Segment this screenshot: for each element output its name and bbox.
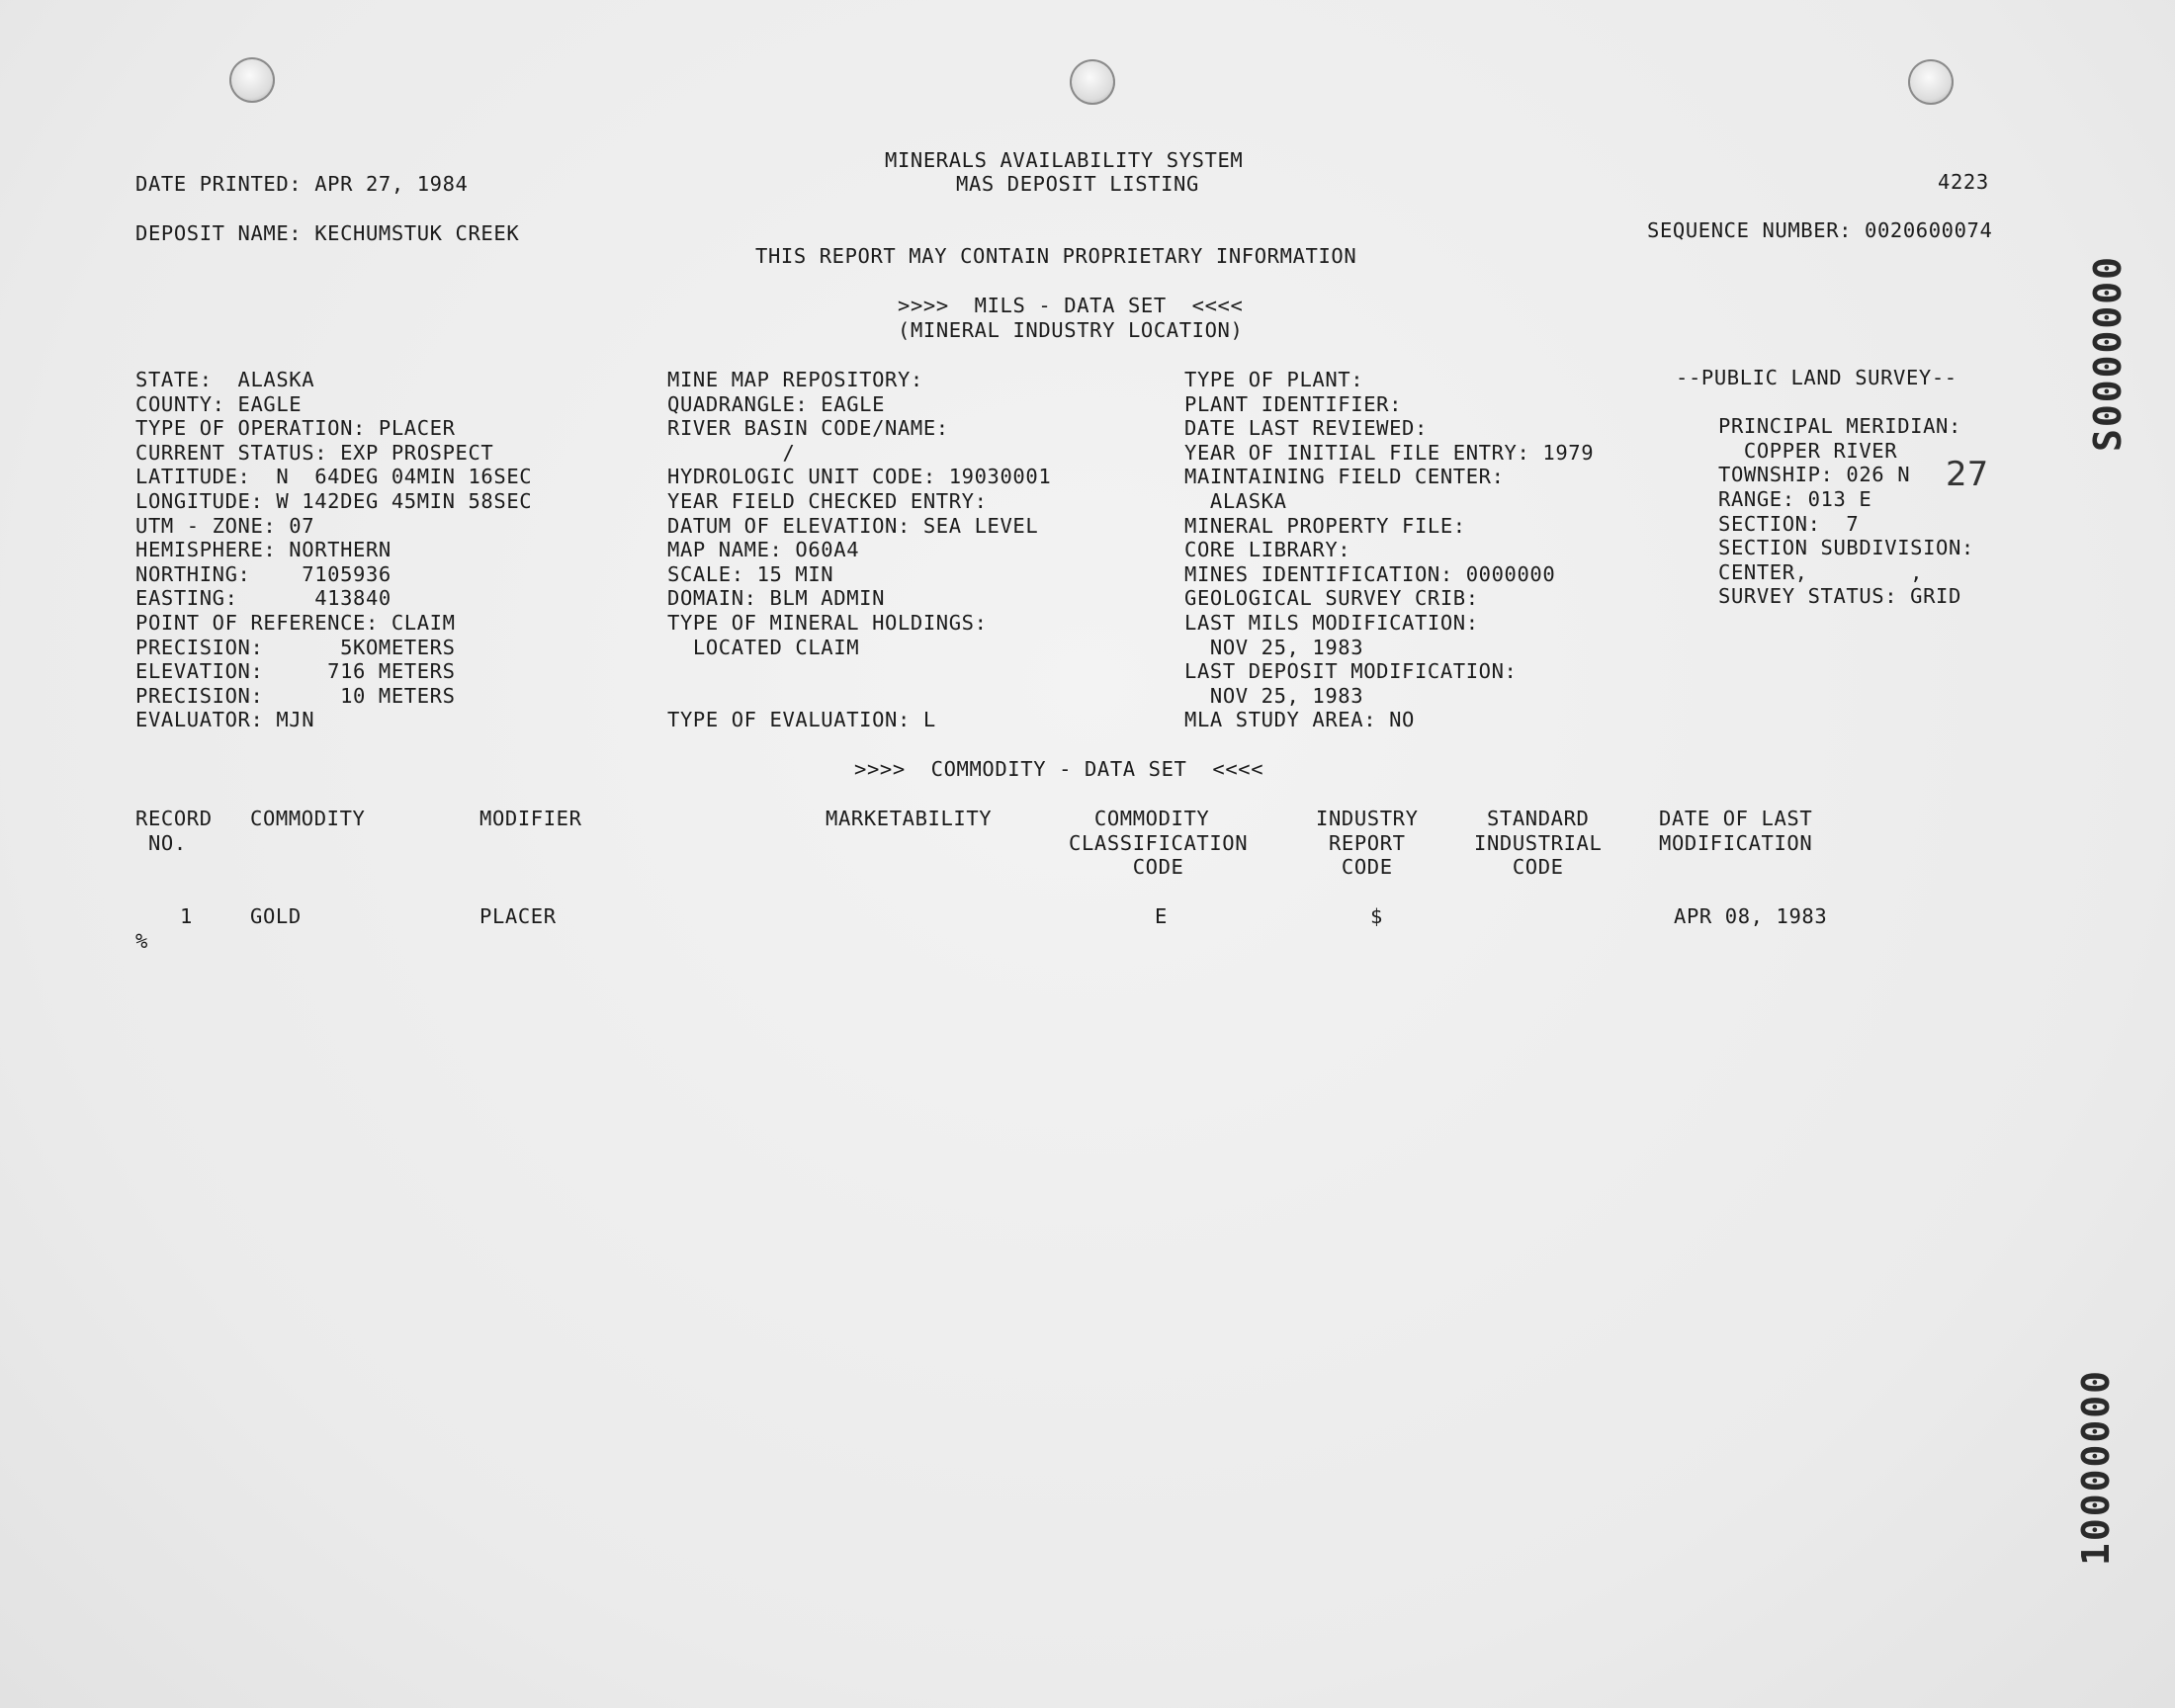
header-marketability-line: MARKETABILITY <box>826 807 993 830</box>
last-mils-modification-date: NOV 25, 1983 <box>1184 635 1364 659</box>
elevation-line: ELEVATION: 716 METERS <box>135 659 456 684</box>
mla-study-area-line: MLA STUDY AREA: NO <box>1184 708 1415 732</box>
initial-file-entry-line: YEAR OF INITIAL FILE ENTRY: 1979 <box>1184 440 1595 465</box>
survey-status-line: SURVEY STATUS: GRID <box>1718 584 1961 609</box>
sequence-number: SEQUENCE NUMBER: 0020600074 <box>1647 218 1993 242</box>
hydrologic-unit-line: HYDROLOGIC UNIT CODE: 19030001 <box>667 465 1052 489</box>
header-commodity-line: COMMODITY <box>250 807 366 830</box>
last-deposit-modification-date: NOV 25, 1983 <box>1184 683 1364 708</box>
current-status-line: CURRENT STATUS: EXP PROSPECT <box>135 440 494 465</box>
header-industry-line: REPORT <box>1316 830 1406 855</box>
header-industry-line: INDUSTRY <box>1316 807 1419 830</box>
range-line: RANGE: 013 E <box>1718 486 1872 511</box>
header-classification-line: CLASSIFICATION <box>1069 830 1249 855</box>
header-record <box>135 807 213 855</box>
header-date-line: MODIFICATION <box>1659 830 1813 855</box>
elevation-precision-line: PRECISION: 10 METERS <box>135 683 456 708</box>
header-industry <box>1316 807 1419 880</box>
mils-column-map <box>667 368 1051 732</box>
last-deposit-modification-line: LAST DEPOSIT MODIFICATION: <box>1184 659 1518 684</box>
header-date <box>1659 807 1812 855</box>
domain-line: DOMAIN: BLM ADMIN <box>667 586 886 611</box>
public-land-survey <box>1676 366 1974 609</box>
field-center-line: MAINTAINING FIELD CENTER: <box>1184 465 1505 489</box>
mines-identification-line: MINES IDENTIFICATION: 0000000 <box>1184 561 1556 586</box>
end-marker: % <box>135 929 148 953</box>
row-commodity: GOLD <box>250 904 302 928</box>
row-modifier: PLACER <box>479 904 557 928</box>
latitude-line: LATITUDE: N 64DEG 04MIN 16SEC <box>135 465 533 489</box>
header-marketability <box>826 807 992 831</box>
system-title: MINERALS AVAILABILITY SYSTEM <box>885 148 1244 172</box>
header-classification-line: COMMODITY <box>1069 807 1210 830</box>
evaluation-type-line: TYPE OF EVALUATION: L <box>667 708 936 732</box>
blank-line <box>667 684 1051 709</box>
header-modifier-line: MODIFIER <box>479 807 582 830</box>
plant-identifier-line: PLANT IDENTIFIER: <box>1184 391 1403 416</box>
listing-title: MAS DEPOSIT LISTING <box>956 172 1199 196</box>
proprietary-notice: THIS REPORT MAY CONTAIN PROPRIETARY INFORMATION <box>755 244 1357 268</box>
date-printed: DATE PRINTED: APR 27, 1984 <box>135 172 469 196</box>
mineral-property-file-line: MINERAL PROPERTY FILE: <box>1184 513 1466 538</box>
header-record-line: NO. <box>135 830 187 855</box>
margin-stamp-top: S0000000 <box>2086 255 2130 453</box>
row-classification: E <box>1155 904 1168 928</box>
row-record: 1 <box>180 904 193 928</box>
county-line: COUNTY: EAGLE <box>135 391 303 416</box>
mineral-holdings-line: TYPE OF MINERAL HOLDINGS: <box>667 610 988 635</box>
header-modifier <box>479 807 582 831</box>
deposit-name: DEPOSIT NAME: KECHUMSTUK CREEK <box>135 221 520 245</box>
year-field-checked-line: YEAR FIELD CHECKED ENTRY: <box>667 488 988 513</box>
meridian-value-line: COPPER RIVER <box>1718 438 1898 463</box>
section-subdivision-value: CENTER, , <box>1718 559 1924 584</box>
point-of-reference-line: POINT OF REFERENCE: CLAIM <box>135 610 456 635</box>
state-line: STATE: ALASKA <box>135 368 315 391</box>
header-commodity <box>250 807 365 831</box>
date-last-reviewed-line: DATE LAST REVIEWED: <box>1184 416 1428 441</box>
survey-crib-line: GEOLOGICAL SURVEY CRIB: <box>1184 586 1479 611</box>
header-classification-line: CODE <box>1069 855 1184 880</box>
handwritten-township-correction: 27 <box>1946 455 1989 494</box>
operation-type-line: TYPE OF OPERATION: PLACER <box>135 416 456 441</box>
header-industry-line: CODE <box>1316 855 1393 880</box>
township-line: TOWNSHIP: 026 N <box>1718 463 1911 487</box>
northing-line: NORTHING: 7105936 <box>135 561 392 586</box>
mils-title: >>>> MILS - DATA SET <<<< <box>898 294 1244 317</box>
margin-stamp-bottom: 10000000 <box>2074 1369 2118 1567</box>
map-name-line: MAP NAME: O60A4 <box>667 538 860 562</box>
mine-map-repository-line: MINE MAP REPOSITORY: <box>667 368 923 391</box>
header-record-line: RECORD <box>135 807 213 830</box>
punch-hole-center <box>1070 59 1115 105</box>
section-line: SECTION: 7 <box>1718 511 1860 536</box>
utm-zone-line: UTM - ZONE: 07 <box>135 513 315 538</box>
row-date: APR 08, 1983 <box>1674 904 1828 928</box>
mineral-holdings-value-line: LOCATED CLAIM <box>667 635 860 659</box>
last-mils-modification-line: LAST MILS MODIFICATION: <box>1184 610 1479 635</box>
public-land-survey-title: --PUBLIC LAND SURVEY-- <box>1676 366 1958 389</box>
row-industry: $ <box>1370 904 1383 928</box>
section-subdivision-line: SECTION SUBDIVISION: <box>1718 536 1974 560</box>
header-sic-line: CODE <box>1474 855 1564 880</box>
punch-hole-left <box>229 57 275 103</box>
header-sic <box>1474 807 1602 880</box>
scale-line: SCALE: 15 MIN <box>667 561 834 586</box>
river-basin-value-line: / <box>667 440 796 465</box>
mils-column-admin <box>1184 368 1594 732</box>
page-number: 4223 <box>1938 170 1989 194</box>
principal-meridian-line: PRINCIPAL MERIDIAN: <box>1718 414 1961 439</box>
commodity-title: >>>> COMMODITY - DATA SET <<<< <box>854 757 1264 781</box>
plant-type-line: TYPE OF PLANT: <box>1184 368 1364 391</box>
hemisphere-line: HEMISPHERE: NORTHERN <box>135 538 392 562</box>
header-sic-line: STANDARD <box>1474 807 1590 830</box>
evaluator-line: EVALUATOR: MJN <box>135 708 315 732</box>
core-library-line: CORE LIBRARY: <box>1184 538 1351 562</box>
header-classification <box>1069 807 1248 880</box>
header-date-line: DATE OF LAST <box>1659 807 1813 830</box>
datum-of-elevation-line: DATUM OF ELEVATION: SEA LEVEL <box>667 513 1039 538</box>
easting-line: EASTING: 413840 <box>135 586 392 611</box>
precision-line: PRECISION: 5KOMETERS <box>135 635 456 659</box>
mils-column-location <box>135 368 532 732</box>
quadrangle-line: QUADRANGLE: EAGLE <box>667 391 886 416</box>
blank-line <box>1676 390 1974 415</box>
river-basin-line: RIVER BASIN CODE/NAME: <box>667 416 949 441</box>
longitude-line: LONGITUDE: W 142DEG 45MIN 58SEC <box>135 488 533 513</box>
blank-line <box>667 659 1051 684</box>
mils-subtitle: (MINERAL INDUSTRY LOCATION) <box>898 318 1244 342</box>
punch-hole-right <box>1908 59 1954 105</box>
header-sic-line: INDUSTRIAL <box>1474 830 1603 855</box>
field-center-value-line: ALASKA <box>1184 488 1287 513</box>
